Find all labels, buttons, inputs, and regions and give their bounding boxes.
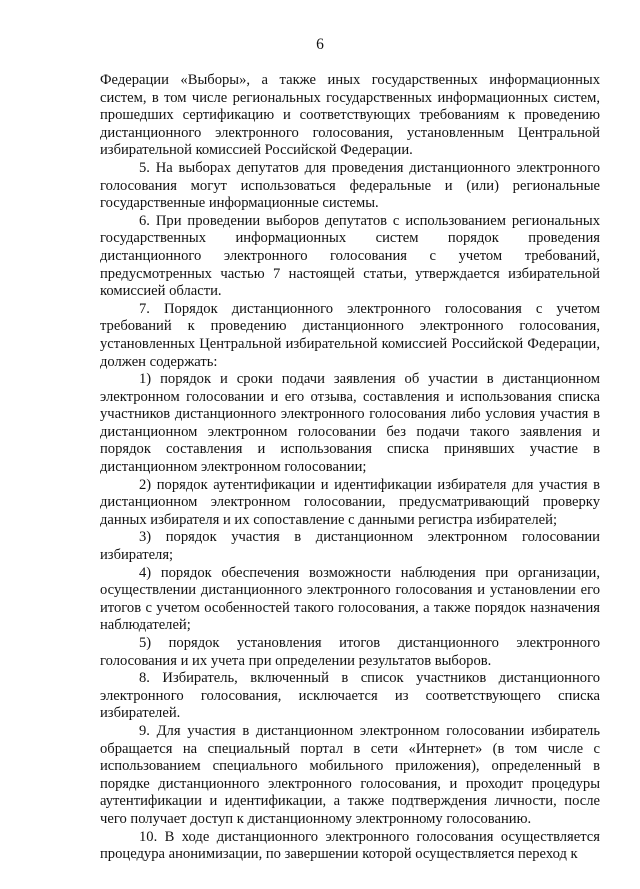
paragraph-continuation: Федерации «Выборы», а также иных государственных информационных систем, в том числе региональных государственных информационных систем, прошедших сертификацию и соответствующих требованиям к проведению дистанционного электронного голосования, установленным Центральной избирательной комиссией Российской Федерации. — [100, 72, 600, 159]
paragraph-6: 6. При проведении выборов депутатов с использованием региональных государственных информационных систем порядок проведения дистанционного электронного голосования с учетом требований, предусмотренных частью 7 настоящей статьи, утверждается избирательной комиссией области. — [100, 212, 600, 300]
list-item-1: 1) порядок и сроки подачи заявления об участии в дистанционном электронном голосовании и его отзыва, составления и использования списка участников дистанционного электронного голосования либо условия участия в дистанционном электронном голосовании без подачи такого заявления и порядок составления и использования списка принявших участие в дистанционном электронном голосовании; — [100, 371, 600, 476]
list-item-5: 5) порядок установления итогов дистанционного электронного голосования и их учета при определении результатов выборов. — [100, 635, 600, 669]
list-item-4: 4) порядок обеспечения возможности наблюдения при организации, осуществлении дистанционного электронного голосования и установлении его итогов с учетом особенностей такого голосования, а также порядок назначения наблюдателей; — [100, 564, 600, 634]
paragraph-7: 7. Порядок дистанционного электронного голосования с учетом требований к проведению дистанционного электронного голосования, установленных Центральной избирательной комиссией Российской Федерации, должен содержать: — [100, 300, 600, 370]
page-number: 6 — [316, 36, 324, 53]
paragraph-9: 9. Для участия в дистанционном электронном голосовании избиратель обращается на специальный портал в сети «Интернет» (в том числе с использованием специального мобильного приложения), определенный в порядке дистанционного электронного голосования, и проходит процедуры аутентификации и идентификации, а также подтверждения личности, после чего получает доступ к дистанционному электронному голосованию. — [100, 722, 600, 827]
list-item-3: 3) порядок участия в дистанционном электронном голосовании избирателя; — [100, 529, 600, 564]
paragraph-5: 5. На выборах депутатов для проведения дистанционного электронного голосования могут использоваться федеральные и (или) региональные государственные информационные системы. — [100, 159, 600, 212]
paragraph-10: 10. В ходе дистанционного электронного голосования осуществляется процедура анонимизации, по завершении которой осуществляется переход к — [100, 828, 600, 863]
document-body — [100, 72, 600, 864]
list-item-2: 2) порядок аутентификации и идентификации избирателя для участия в дистанционном электронном голосовании, предусматривающий проверку данных избирателя и их сопоставление с данными регистра избирателей; — [100, 476, 600, 528]
paragraph-8: 8. Избиратель, включенный в список участников дистанционного электронного голосования, исключается из соответствующего списка избирателей. — [100, 670, 600, 722]
